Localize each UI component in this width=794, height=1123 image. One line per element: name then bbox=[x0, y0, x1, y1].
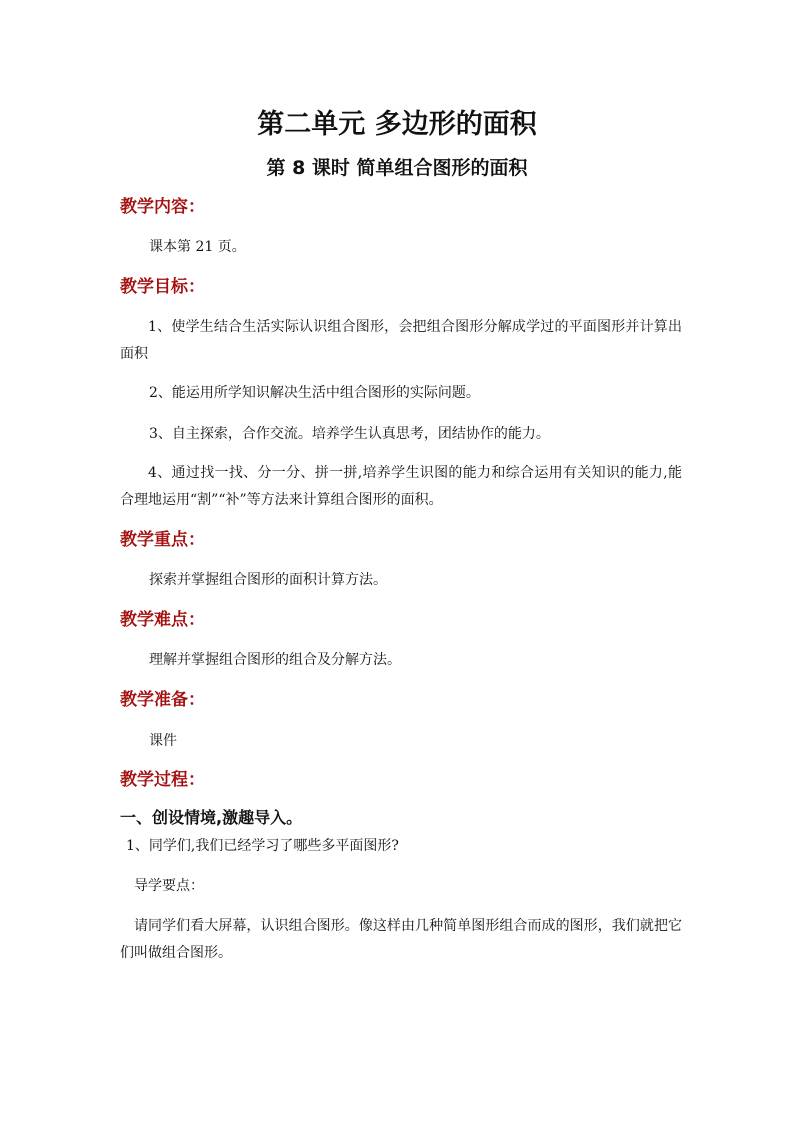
goal-item-4: 4、通过找一找、分一分、拼一拼,培养学生识图的能力和综合运用有关知识的能力,能合理地运用“割”“补”等方法来计算组合图形的面积。 bbox=[120, 465, 682, 508]
lesson-subtitle: 第 8 课时 简单组合图形的面积 bbox=[266, 157, 528, 179]
heading-key: 教学重点： bbox=[120, 530, 205, 550]
heading-difficult: 教学难点： bbox=[120, 610, 205, 630]
goal-item-1: 1、使学生结合生活实际认识组合图形，会把组合图形分解成学过的平面图形并计算出面积 bbox=[120, 319, 682, 362]
prep-text: 课件 bbox=[149, 733, 177, 749]
question-1: 1、同学们,我们已经学习了哪些多平面图形? bbox=[126, 838, 399, 854]
heading-prep: 教学准备： bbox=[120, 690, 205, 710]
guide-text: 请同学们看大屏幕，认识组合图形。像这样由几种简单图形组合而成的图形，我们就把它们叫做组合图形。 bbox=[120, 918, 682, 961]
difficult-text: 理解并掌握组合图形的组合及分解方法。 bbox=[149, 652, 401, 668]
goal-item-3: 3、自主探索，合作交流。培养学生认真思考，团结协作的能力。 bbox=[149, 426, 550, 442]
guide-label: 导学要点： bbox=[134, 878, 204, 894]
step-1-heading: 一、创设情境,激趣导入。 bbox=[120, 808, 303, 827]
heading-goals: 教学目标： bbox=[120, 277, 205, 297]
document-title: 第二单元 多边形的面积 bbox=[257, 109, 537, 140]
heading-content: 教学内容： bbox=[120, 197, 205, 217]
goal-item-2: 2、能运用所学知识解决生活中组合图形的实际问题。 bbox=[149, 385, 480, 401]
key-text: 探索并掌握组合图形的面积计算方法。 bbox=[149, 572, 387, 588]
heading-process: 教学过程： bbox=[120, 770, 205, 790]
content-text: 课本第 21 页。 bbox=[149, 239, 246, 255]
